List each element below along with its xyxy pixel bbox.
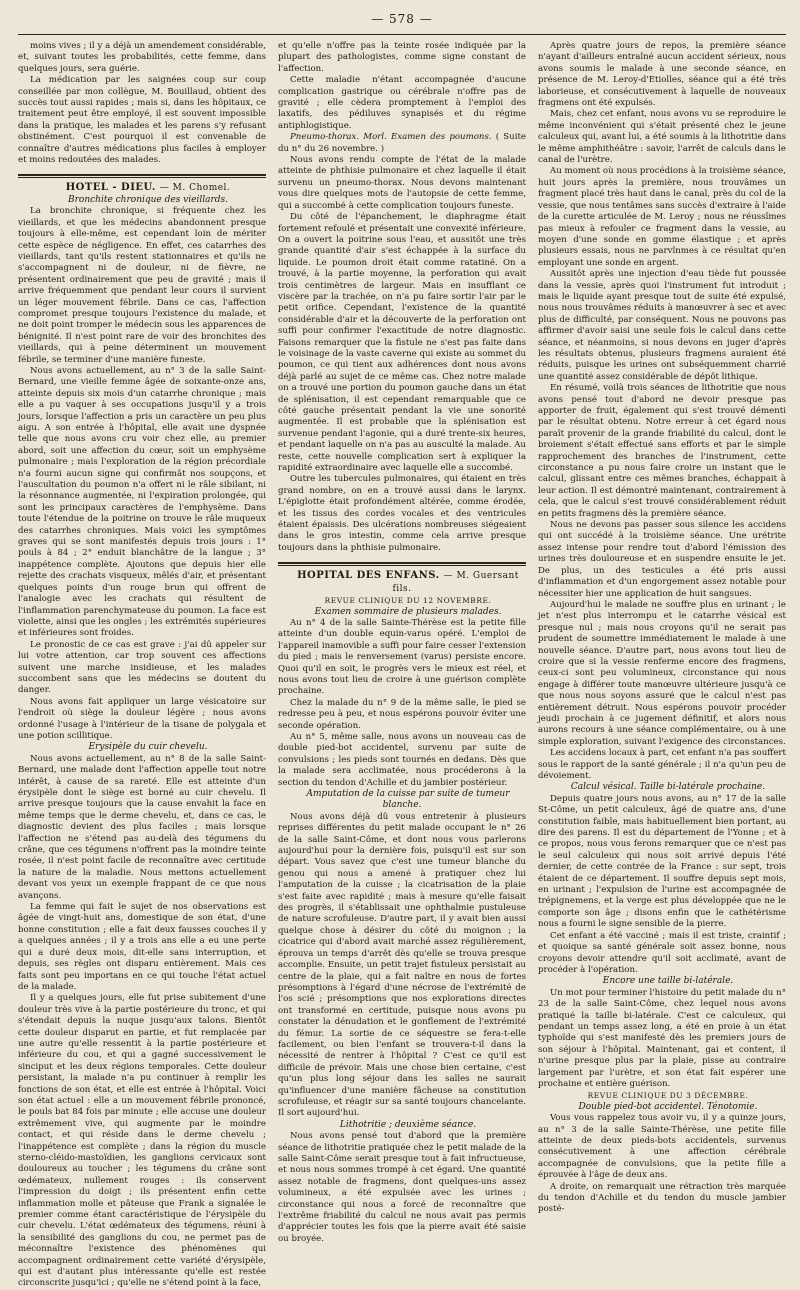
paragraph — [278, 132, 526, 155]
paragraph: Nous avons fait appliquer un large vésicatoire sur l'endroit où siège la douleur légère ; nous avons ordonné l'usage à l'intérieur de la tisane de polygala et une potion scillitique. — [18, 696, 266, 741]
subheading: Examen sommaire de plusieurs malades. — [314, 606, 502, 617]
clinical-review-heading: REVUE CLINIQUE DU 3 DÉCEMBRE. — [587, 1091, 749, 1101]
paragraph: Nous avons actuellement, au n° 8 de la salle Saint-Bernard, une malade dont l'affection appelle tout notre intérêt, à cause de sa rareté. Elle est atteinte d'un érysipèle dont le siège est borné au cuir chevelu. Il arrive presque toujours que la cause envahit la face en même temps que le derme chevelu, et, dans ce cas, le diagnostic devient des plus faciles ; mais lorsque l'affection ne s'étend pas au-delà des tégumens du crâne, que ces tégumens n'offrent pas la moindre teinte rosée, il n'est point facile de reconnaître avec certitude la nature de la maladie. Nous mettons actuellement devant vos yeux un exemple frappant de ce que nous avançons. — [18, 753, 266, 901]
paragraph: Chez la malade du n° 9 de la même salle, le pied se redresse peu à peu, et nous espérons pouvoir éviter une seconde opération. — [278, 697, 526, 731]
paragraph: Nous avons pensé tout d'abord que la première séance de lithotritie pratiquée chez le petit malade de la salle Saint-Côme serait presque tout à fait infructueuse, et nous nous sommes trompé à cet égard. Une quantité assez notable de fragmens, dont quelques-uns assez volumineux, a été expulsée avec les urines ; circonstance qui nous a forcé de reconnaître que l'extrême friabilité du calcul ne nous avait pas permis d'apprécier toutes les fois que la pierre avait été saisie ou broyée. — [278, 1131, 526, 1244]
paragraph: A droite, on remarquait une rétraction très marquée du tendon d'Achille et du tendon du muscle jambier posté- — [538, 1181, 786, 1215]
paragraph: Outre les tubercules pulmonaires, qui étaient en très grand nombre, on en a trouvé aussi dans le larynx. L'épiglotte était profondément altérée, comme érodée, et les tissus des cordes vocales et des ventricules étaient épaissis. Des ulcérations nombreuses siégeaient dans le gros intestin, comme cela arrive presque toujours dans la phthisie pulmonaire. — [278, 474, 526, 553]
paragraph: Nous avons actuellement, au n° 3 de la salle Saint-Bernard, une vieille femme âgée de soixante-onze ans, atteinte depuis six mois d'un catarrhe chronique ; mais elle a pu vaquer à ses occupations jusqu'il y a trois jours, lorsque l'affection a pris un caractère un peu plus aigu. A son entrée à l'hôpital, elle avait une dyspnée telle que nous avons cru voir chez elle, au premier abord, soit une affection du cœur, soit un emphysème pulmonaire ; mais l'exploration de la région précordiale n'a fourni aucun signe qui confirmât nos soupçons, et l'auscultation du poumon n'a offert ni le râle sibilant, ni la résonnance augmentée, ni l'expiration prolongée, qui sont les principaux caractères de l'emphysème. Dans toute l'étendue de la poitrine on trouve le râle muqueux des catarrhes chroniques. Mais voici les symptômes graves qui se sont manifestés depuis trois jours : 1° pouls à 84 ; 2° enduit blanchâtre de la langue ; 3° inappétence complète. Ajoutons que depuis hier elle rejette des crachats visqueux, mêlés d'air, et présentant quelques points d'un rouge brun qui offrent de l'analogie avec les crachats qui résultent de l'inflammation parenchymateuse du poumon. La face est violette, ainsi que les ongles ; les extrémités supérieures et inférieures sont froides. — [18, 365, 266, 639]
section-heading — [18, 182, 266, 194]
page-number: — 578 — — [371, 12, 433, 26]
section-heading-author: — M. Chomel. — [159, 183, 231, 194]
section-rule — [278, 562, 526, 566]
column-middle — [278, 41, 526, 1244]
subheading: Bronchite chronique des vieillards. — [67, 194, 229, 205]
subheading: Lithotritie ; deuxième séance. — [339, 1119, 477, 1130]
paragraph: La femme qui fait le sujet de nos observations est âgée de vingt-huit ans, domestique de son état, d'une bonne constitution ; elle a fait deux fausses couches il y a quelques années ; il y a trois ans elle a eu une perte qui a duré deux mois, dit-elle sans interruption, et depuis, ses règles ont disparu entièrement. Mais ces faits sont peu importans en ce qui touche l'état actuel de la malade. — [18, 902, 266, 992]
paragraph: Mais, chez cet enfant, nous avons vu se reproduire le même inconvénient qui s'était présenté chez le jeune calculeux qui, avant lui, a été soumis à la lithotritie dans le même amphithéâtre : savoir, l'arrêt de calculs dans le canal de l'urètre. — [538, 109, 786, 166]
paragraph: Nous avons déjà dû vous entretenir à plusieurs reprises différentes du petit malade occupant le n° 26 de la salle Saint-Côme, et dont nous vous parlerons aujourd'hui pour la dernière fois, puisqu'il est sur son départ. Vous savez que c'est une tumeur blanche du genou qui nous a amené à pratiquer chez lui l'amputation de la cuisse ; la cicatrisation de la plaie s'est faite avec rapidité ; mais à mesure qu'elle faisait des progrès, il s'établissait une ophthalmie pustuleuse de nature scrofuleuse. D'autre part, il y avait bien aussi quelque chose à désirer du côté du moignon ; la cicatrice qui d'abord avait marché assez régulièrement, éprouva un temps d'arrêt dès qu'elle se trouva presque accomplie. Ensuite, un petit trajet fistuleux persistait au centre de la plaie, qui a fait naître en nous de fortes présomptions à l'égard d'une nécrose de l'extrémité de l'os scié ; présomptions que nos explorations directes ont transformé en certitude, puisque nous avons pu constater la dénudation et le gonflement de l'extrémité du fémur. La sortie de ce séquestre se fera-t-elle facilement, ou bien l'enfant se trouvera-t-il dans la nécessité de rentrer à l'hôpital ? C'est ce qu'il est difficile de prévoir. Mais une chose bien certaine, c'est qu'un plus long séjour dans les salles ne saurait qu'influencer d'une manière fâcheuse sa constitution scrofuleuse, et réagir sur sa santé toujours chancelante. Il sort aujourd'hui. — [278, 811, 526, 1119]
subheading: Amputation de la cuisse par suite de tumeur blanche. — [306, 789, 510, 811]
paragraph: Aussitôt après une injection d'eau tiède fut poussée dans la vessie, après quoi l'instrument fut introduit ; mais le liquide ayant presque tout de suite été expulsé, nous nous trouvâmes réduits à manœuvrer à sec et avec plus de difficulté, par conséquent. Nous ne pouvons pas affirmer d'avoir saisi une seule fois le calcul dans cette séance, et néanmoins, si nous devons en juger d'après les résultats obtenus, plusieurs fragmens auraient été réduits, puisque les urines ont subséquemment charrié une quantité assez considérable de dépôt lithique. — [538, 269, 786, 382]
section-heading-author: — M. Guersant fils. — [392, 571, 519, 594]
paragraph: Les accidens locaux à part, cet enfant n'a pas souffert sous le rapport de la santé générale ; il n'a qu'un peu de dévoiement. — [538, 748, 786, 781]
paragraph: Du côté de l'épanchement, le diaphragme était fortement refoulé et présentait une convexité inférieure. On a ouvert la poitrine sous l'eau, et aussitôt une très grande quantité d'air s'est échappée à la surface du liquide. Le poumon droit était comme ratatiné. On a trouvé, à la partie moyenne, la perforation qui avait trois centimètres de largeur. Mais en insufflant ce viscère par la trachée, on n'a pu faire sortir l'air par le petit orifice. Cependant, l'existence de la quantité considérable d'air et la découverte de la perforation ont suffi pour confirmer l'exactitude de notre diagnostic. Faisons remarquer que la fistule ne s'est pas faite dans le voisinage de la vaste caverne qui existe au sommet du poumon, ce qui tient aux adhérences dont nous avons déjà parlé au sujet de ce même cas. Chez notre malade on a trouvé une portion du poumon gauche dans un état de splénisation, il est cependant remarquable que ce côté gauche présentait pendant la vie une sonorité augmentée. Il est probable que la splénisation est survenue pendant l'agonie, qui a duré trente-six heures, et pendant laquelle on n'a pas au ausculté la malade. Au reste, cette nouvelle complication sert à expliquer la rapidité extraordinaire avec laquelle elle a succombé. — [278, 212, 526, 474]
subheading: Erysipèle du cuir chevelu. — [88, 742, 208, 753]
section-rule — [18, 174, 266, 178]
paragraph: En résumé, voilà trois séances de lithotritie que nous avons pensé tout d'abord ne devoir presque pas apporter de fruit, également qui s'est trouvé démenti par le résultat obtenu. Notre erreur à cet égard nous paraît provenir de la grande friabilité du calcul, dont le broiement s'était effectué sans efforts et par le simple rapprochement des branches de l'instrument, cette circonstance a pu nous faire croire un instant que le calcul, glissant entre ces mêmes branches, échappait à leur action. Il est démontré maintenant, contrairement à cela, que le calcul s'est trouvé considérablement réduit en petits fragmens dès la première séance. — [538, 383, 786, 519]
paragraph: Au n° 4 de la salle Sainte-Thérèse est la petite fille atteinte d'un double equin-varus opéré. L'emploi de l'appareil inamovible a suffi pour faire cesser l'extension du pied ; mais le renversement (varus) persiste encore. Quoi qu'il en soit, le progrès vers le mieux est réel, et nous avons tout lieu de croire à une guérison complète prochaine. — [278, 617, 526, 697]
clinical-review-heading: REVUE CLINIQUE DU 12 NOVEMBRE. — [324, 596, 492, 606]
section-heading-title: HOTEL - DIEU. — [65, 182, 156, 194]
paragraph: La médication par les saignées coup sur coup conseillée par mon collègue, M. Bouillaud, obtient des succès tout aussi rapides ; mais si, dans les hôpitaux, ce traitement peut être employé, il est souvent impossible dans la pratique, les malades et les parens s'y refusant obstinément. C'est pourquoi il est convenable de connaître d'autres médications plus faciles à employer et moins redoutées des malades. — [18, 75, 266, 166]
column-left — [18, 41, 266, 1289]
paragraph-text: ( Suite du n° du 26 novembre. ) — [278, 132, 526, 154]
paragraph: Au moment où nous procédions à la troisième séance, huit jours après la première, nous trouvâmes un fragment placé très haut dans le canal, près du col de la vessie, que nous tentâmes sans succès d'extraire à l'aide de la curette articulée de M. Leroy ; nous ne réussîmes pas mieux à refouler ce fragment dans la vessie, au moyen d'une sonde en gomme élastique ; et après plusieurs essais, nous ne parvînmes à ce résultat qu'en employant une sonde en argent. — [538, 166, 786, 268]
paragraph: Au n° 5, même salle, nous avons un nouveau cas de double pied-bot accidentel, survenu par suite de convulsions ; les pieds sont tournés en dedans. Dès que la malade sera acclimatée, nous procéderons à la section du tendon d'Achille et du jambier postérieur. — [278, 731, 526, 788]
paragraph: Nous avons rendu compte de l'état de la malade atteinte de phthisie pulmonaire et chez laquelle il était survenu un pneumo-thorax. Nous devons maintenant vous dire quelques mots de l'autopsie de cette femme, qui a succombé à cette complication toujours funeste. — [278, 155, 526, 211]
paragraph: Un mot pour terminer l'histoire du petit malade du n° 23 de la salle Saint-Côme, chez lequel nous avons pratiqué la taille bi-latérale. C'est ce calculeux, qui pendant un temps assez long, a été en proie à un état typhoïde qui s'est manifesté dès les premiers jours de son séjour à l'hôpital. Maintenant, gai et content, il n'urine presque plus par la plaie, pisse au contraire largement par l'urètre, et son état fait espérer une prochaine et entière guérison. — [538, 987, 786, 1089]
paragraph: Cet enfant a été vacciné ; mais il est triste, craintif ; et quoique sa santé générale soit assez bonne, nous croyons devoir attendre qu'il soit acclimaté, avant de procéder à l'opération. — [538, 930, 786, 975]
paragraph: La bronchite chronique, si fréquente chez les vieillards, et que les médecins abandonnent presque toujours à elle-même, est cependant loin de mériter cette espèce de négligence. En effet, ces catarrhes des vieillards, tant qu'ils restent stationnaires et qu'ils ne s'accompagnent ni de douleur, ni de fièvre, ne présentent ordinairement que peu de gravité ; mais il arrive fréquemment que pendant leur cours il survient un léger mouvement fébrile. Dans ce cas, l'affection compromet presque toujours l'existence du malade, et ne doit point tromper le médecin sous les apparences de bénignité. Il n'est point rare de voir des bronchites des vieillards, qui à peine déterminent un mouvement fébrile, se terminer d'une manière funeste. — [18, 206, 266, 365]
subheading: Calcul vésical. Taille bi-latérale prochaine. — [570, 782, 766, 793]
paragraph: et qu'elle n'offre pas la teinte rosée indiquée par la plupart des pathologistes, comme signe constant de l'affection. — [278, 41, 526, 74]
top-rule — [18, 34, 786, 35]
paragraph: Cette maladie n'étant accompagnée d'aucune complication gastrique ou cérébrale n'offre pas de gravité ; elle cèdera promptement à l'emploi des laxatifs, des pédiluves synapisés et du régime antiphlogistique. — [278, 75, 526, 131]
paragraph: moins vives ; il y a déjà un amendement considérable, et, suivant toutes les probabilités, cette femme, dans quelques jours, sera guérie. — [18, 41, 266, 74]
subheading: Double pied-bot accidentel. Ténotomie. — [578, 1101, 758, 1112]
paragraph: Vous vous rappelez tous avoir vu, il y a quinze jours, au n° 3 de la salle Sainte-Thérèse, une petite fille atteinte de deux pieds-bots accidentels, survenus consécutivement à une affection cérébrale accompagnée de convulsions, que la petite fille a éprouvée à l'âge de deux ans. — [538, 1113, 786, 1181]
paragraph-italic-lead: Pneumo-thorax. Morl. Examen des poumons. — [290, 132, 492, 143]
section-heading — [278, 570, 526, 595]
columns — [18, 41, 786, 1289]
paragraph: Nous ne devons pas passer sous silence les accidens qui ont succédé à la troisième séance. Une urétrite assez intense pour rendre tout d'abord l'émission des urines très douloureuse et en suspendre ensuite le jet. De plus, un des testicules a été pris aussi d'inflammation et d'un engorgement assez notable pour nécessiter hier une application de huit sangsues. — [538, 520, 786, 599]
paragraph: Après quatre jours de repos, la première séance n'ayant d'ailleurs entraîné aucun accident sérieux, nous avons soumis le malade à une seconde séance, en présence de M. Leroy-d'Etiolles, séance qui a été très laborieuse, et consécutivement à laquelle de nouveaux fragmens ont été expulsés. — [538, 41, 786, 109]
column-right — [538, 41, 786, 1215]
section-heading-title: HOPITAL DES ENFANS. — [297, 570, 440, 582]
paragraph: Il y a quelques jours, elle fut prise subitement d'une douleur très vive à la partie postérieure du tronc, et qui s'étendait depuis la nuque jusqu'aux talons. Bientôt cette douleur disparut en partie, et fut remplacée par une autre qu'elle ressentit à la partie postérieure et inférieure du cou, et qui a gagné successivement le sinciput et les deux régions temporales. Cette douleur persistant, la malade n'a pu continuer à remplir les fonctions de son état, et elle est entrée à l'hôpital. Voici son état actuel : elle a un mouvement fébrile prononcé, le pouls bat 84 fois par minute ; elle accuse une douleur extrêmement vive, qui augmente par le moindre contact, et qui réside dans le derme chevelu ; l'inappétence est complète ; dans la région du muscle sterno-cléido-mastoïdien, les ganglions cervicaux sont douloureux au toucher ; les tégumens du crâne sont œdémateux, nullement rouges : ils conservent l'impression du doigt ; ils présentent enfin cette inflammation molle et pâteuse que Frank a signalée le premier comme étant caractéristique de l'érysipèle du cuir chevelu. L'état œdémateux des tégumens, réuni à la sensibilité des ganglions du cou, ne permet pas de méconnaître l'existence des phénomènes qui accompagnent ordinairement cette variété d'érysipèle, qui est d'autant plus intéressante qu'elle est restée circonscrite jusqu'ici ; qu'elle ne s'étend point à la face, — [18, 993, 266, 1289]
paragraph: Aujourd'hui le malade ne souffre plus en urinant ; le jet n'est plus interrompu et le catarrhe vésical est presque nul ; mais nous croyons qu'il ne serait pas prudent de soumettre immédiatement le malade à une nouvelle séance. D'autre part, nous avons tout lieu de croire que si la vessie renferme encore des fragmens, ceux-ci sont peu volumineux, circonstance qui nous engage à différer toute manœuvre ultérieure jusqu'à ce que nous nous soyons assuré que le calcul n'est pas entièrement détruit. Nous espérons pouvoir procéder jeudi prochain à ce jugement définitif, et alors nous aurons recours à une séance complémentaire, ou à une simple exploration, suivant l'exigence des circonstances. — [538, 599, 786, 747]
paragraph: Depuis quatre jours nous avons, au n° 17 de la salle St-Côme, un petit calculeux, âgé de quatre ans, d'une constitution faible, mais habituellement bien portant, au dire des parens. Il est du département de l'Yonne ; et à ce propos, nous vous ferons remarquer que ce n'est pas le seul calculeux qui nous soit arrivé depuis l'été dernier, de cette contrée de la France : sur sept, trois étaient de ce département. Il souffre depuis sept mois, en urinant ; l'expulsion de l'urine est accompagnée de trépignemens, et la verge est plus développée que ne le comporte son âge ; disons enfin que le cathétérisme nous a fourni le signe sensible de la pierre. — [538, 793, 786, 930]
paragraph: Le pronostic de ce cas est grave : j'ai dû appeler sur lui votre attention, car trop souvent ces affections suivent une marche insidieuse, et les malades succombent sans que les médecins se doutent du danger. — [18, 639, 266, 696]
subheading: Encore une taille bi-latérale. — [602, 976, 734, 987]
